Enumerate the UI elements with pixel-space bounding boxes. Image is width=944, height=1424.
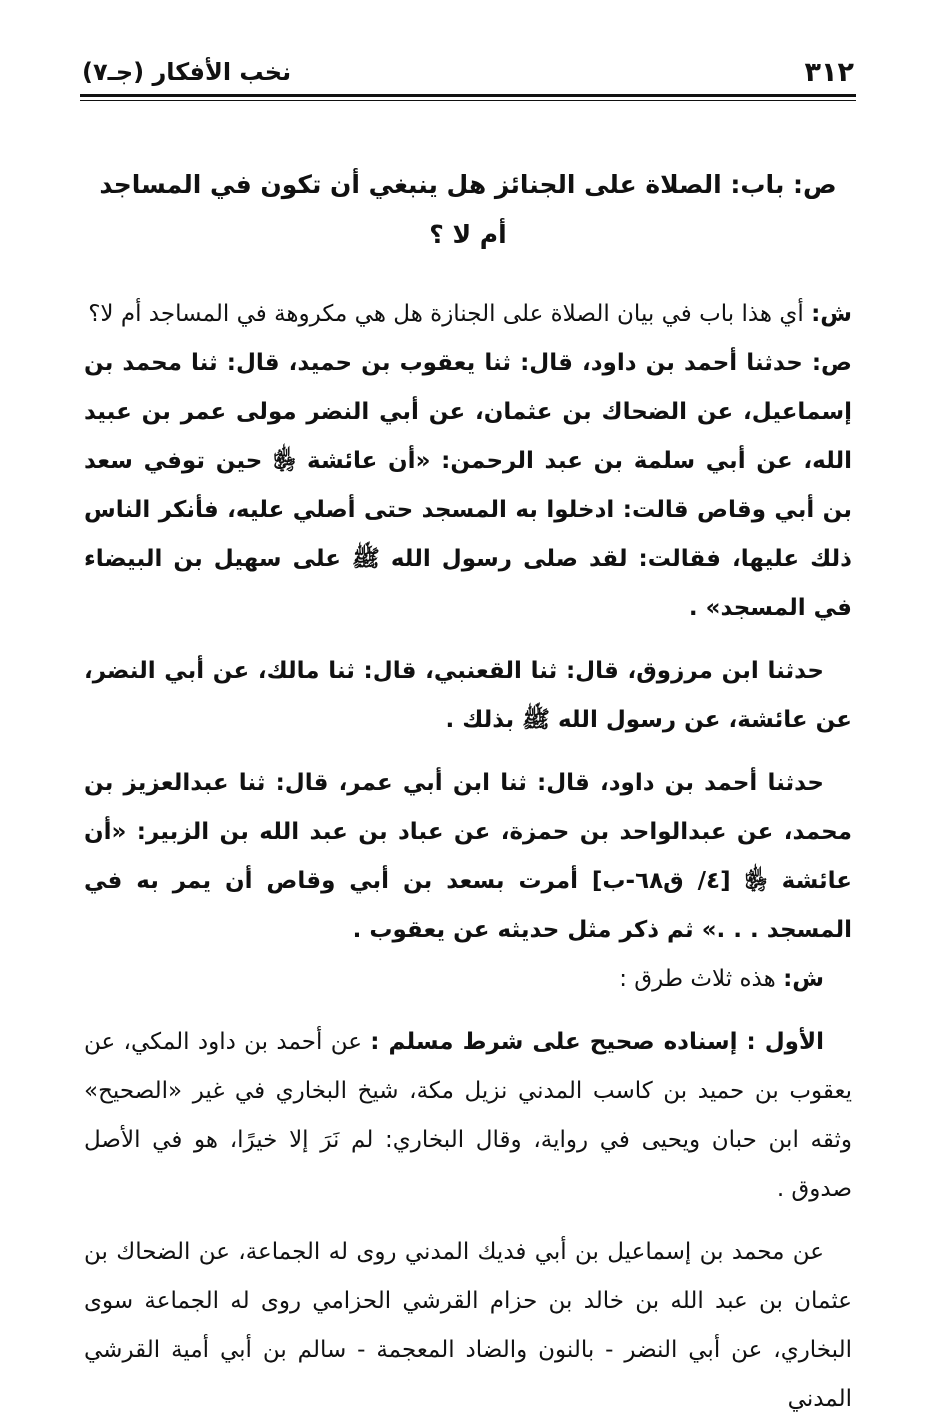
- paragraph-text: أي هذا باب في بيان الصلاة على الجنازة هل هي مكروهة في المساجد أم لا؟: [88, 301, 812, 327]
- paragraph-text: حدثنا أحمد بن داود، قال: ثنا ابن أبي عمر، قال: ثنا عبدالعزيز بن محمد، عن عبدالواحد بن حمزة، عن عباد بن عبد الله بن الزبير: «أن عائشة ﵂ [٤/ ق٦٨-ب] أمرت بسعد بن أبي وقاص أن يمر به في المسجد . . .» ثم ذكر مثل حديثه عن يعقوب .: [84, 770, 852, 943]
- paragraph-label: ص:: [811, 350, 852, 376]
- page-body: [84, 160, 852, 1424]
- paragraph-3: [84, 647, 852, 745]
- paragraph-4: [84, 759, 852, 955]
- paragraph-text: عن محمد بن إسماعيل بن أبي فديك المدني روى له الجماعة، عن الضحاك بن عثمان بن عبد الله بن خالد بن حزام القرشي الحزامي روى له الجماعة سوى البخاري، عن أبي النضر - بالنون والضاد المعجمة - سالم بن أبي أمية القرشي المدني: [84, 1239, 852, 1412]
- header-rule-thick: [80, 94, 856, 97]
- paragraph-7: [84, 1228, 852, 1424]
- paragraph-1: [84, 290, 852, 339]
- paragraph-text: حدثنا ابن مرزوق، قال: ثنا القعنبي، قال: ثنا مالك، عن أبي النضر، عن عائشة، عن رسول الله ﷺ بذلك .: [84, 658, 852, 733]
- paragraph-label: الأول : إسناده صحيح على شرط مسلم :: [370, 1029, 824, 1055]
- paragraph-5: [84, 955, 852, 1004]
- paragraph-label: ش:: [783, 966, 824, 992]
- chapter-title: ص: باب: الصلاة على الجنائز هل ينبغي أن تكون في المساجد أم لا ؟: [99, 170, 837, 249]
- paragraph-text: هذه ثلاث طرق :: [619, 966, 784, 992]
- paragraph-2: [84, 339, 852, 633]
- paragraph-text: حدثنا أحمد بن داود، قال: ثنا يعقوب بن حميد، قال: ثنا محمد بن إسماعيل، عن الضحاك بن عثمان، عن أبي النضر مولى عمر بن عبيد الله، عن أبي سلمة بن عبد الرحمن: «أن عائشة ﵂ حين توفي سعد بن أبي وقاص قالت: ادخلوا به المسجد حتى أصلي عليه، فأنكر الناس ذلك عليها، فقالت: لقد صلى رسول الله ﷺ على سهيل بن البيضاء في المسجد» .: [84, 350, 852, 621]
- paragraph-text: عن أحمد بن داود المكي، عن يعقوب بن حميد بن كاسب المدني نزيل مكة، شيخ البخاري في غير «الصحيح» وثقه ابن حبان ويحيى في رواية، وقال البخاري: لم نَرَ إلا خيرًا، هو في الأصل صدوق .: [84, 1029, 852, 1202]
- page-number: ٣١٢: [804, 56, 854, 88]
- header-rule-thin: [80, 100, 856, 101]
- paragraph-6: [84, 1018, 852, 1214]
- running-title: نخب الأفكار (جـ٧): [82, 58, 292, 86]
- paragraph-label: ش:: [811, 301, 852, 327]
- page-header: [82, 52, 854, 92]
